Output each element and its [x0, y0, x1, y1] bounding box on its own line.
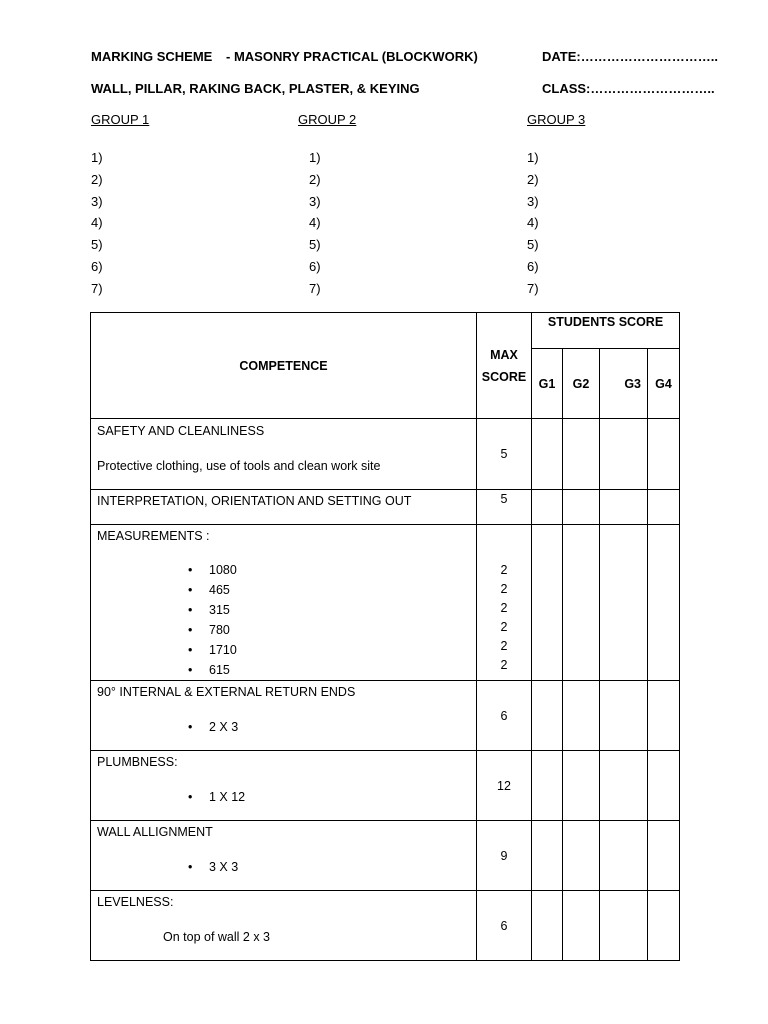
max-score: 5 [477, 490, 532, 525]
list-item: 7) [91, 280, 103, 296]
competence-title: INTERPRETATION, ORIENTATION AND SETTING OUT [97, 494, 412, 508]
list-item: 7) [527, 280, 539, 296]
competence-bullets [97, 857, 470, 877]
list-item: • 1 X 12 [209, 787, 470, 807]
max-score: 12 [477, 751, 532, 821]
competence-bullets [97, 717, 470, 737]
list-item: 6) [309, 258, 321, 274]
list-item: 6) [527, 258, 539, 274]
score-cell-g1[interactable] [532, 821, 563, 891]
table-row [91, 525, 680, 681]
g1-header: G1 [532, 349, 563, 419]
max-score: 9 [477, 821, 532, 891]
score-cell-g1[interactable] [532, 751, 563, 821]
score-cell-g2[interactable] [563, 891, 600, 961]
competence-title: WALL ALLIGNMENT [97, 825, 213, 839]
list-item: 1) [91, 150, 103, 165]
students-score-header: STUDENTS SCORE [532, 313, 680, 349]
competence-title: LEVELNESS: [97, 895, 174, 909]
score-cell-g2[interactable] [563, 751, 600, 821]
score-cell-g3[interactable] [600, 681, 648, 751]
score-cell-g1[interactable] [532, 419, 563, 490]
list-item: 5) [91, 237, 103, 253]
max-score: 2 [500, 658, 508, 672]
list-item: • 1710 [209, 640, 470, 660]
score-cell-g1[interactable] [532, 490, 563, 525]
list-item: 3) [91, 193, 103, 209]
max-score: 2 [500, 563, 508, 577]
g4-header: G4 [648, 349, 680, 419]
max-header-line-2: SCORE [481, 369, 527, 384]
list-item: 2) [527, 171, 539, 187]
list-item: 7) [309, 280, 321, 296]
score-cell-g3[interactable] [600, 525, 648, 681]
competence-description: On top of wall 2 x 3 [163, 930, 271, 944]
max-score-list [477, 525, 532, 681]
list-item: 1) [527, 150, 539, 165]
date-field: DATE:………………………….. [542, 49, 718, 64]
list-item: 2) [309, 171, 321, 187]
score-cell-g2[interactable] [563, 490, 600, 525]
score-cell-g1[interactable] [532, 891, 563, 961]
table-row [91, 419, 680, 490]
list-item: • 3 X 3 [209, 857, 470, 877]
score-cell-g3[interactable] [600, 751, 648, 821]
measurement-list [97, 560, 470, 680]
g2-header: G2 [563, 349, 600, 419]
class-field: CLASS:……………………….. [542, 81, 715, 96]
score-cell-g3[interactable] [600, 490, 648, 525]
group-3-title: GROUP 3 [527, 112, 586, 127]
competence-title: PLUMBNESS: [97, 755, 178, 769]
group-1-title: GROUP 1 [91, 112, 150, 127]
list-item: 3) [527, 193, 539, 209]
score-cell-g4[interactable] [648, 525, 680, 681]
document-topics: WALL, PILLAR, RAKING BACK, PLASTER, & KEYING [91, 81, 420, 96]
table-row [91, 681, 680, 751]
score-cell-g4[interactable] [648, 821, 680, 891]
g3-header: G3 [600, 349, 648, 419]
list-item: 4) [527, 215, 539, 231]
score-cell-g1[interactable] [532, 681, 563, 751]
max-score: 6 [477, 681, 532, 751]
group-2-list [309, 147, 321, 300]
competence-title: 90° INTERNAL & EXTERNAL RETURN ENDS [97, 685, 356, 699]
score-cell-g3[interactable] [600, 821, 648, 891]
score-cell-g2[interactable] [563, 525, 600, 681]
score-cell-g4[interactable] [648, 419, 680, 490]
max-score: 2 [500, 601, 508, 615]
table-row [91, 490, 680, 525]
group-2-title: GROUP 2 [298, 112, 357, 127]
list-item: • 315 [209, 600, 470, 620]
score-cell-g4[interactable] [648, 751, 680, 821]
score-cell-g2[interactable] [563, 821, 600, 891]
competence-title: SAFETY AND CLEANLINESS [97, 424, 265, 438]
group-3-list [527, 147, 539, 300]
max-score-header [477, 313, 532, 419]
list-item: 3) [309, 193, 321, 209]
score-cell-g2[interactable] [563, 419, 600, 490]
document-title: MARKING SCHEME [91, 49, 213, 64]
list-item: • 1080 [209, 560, 470, 580]
list-item: • 2 X 3 [209, 717, 470, 737]
list-item: 5) [309, 237, 321, 253]
score-cell-g3[interactable] [600, 891, 648, 961]
score-cell-g4[interactable] [648, 490, 680, 525]
max-score: 5 [477, 419, 532, 490]
score-cell-g4[interactable] [648, 891, 680, 961]
score-cell-g4[interactable] [648, 681, 680, 751]
list-item: 5) [527, 237, 539, 253]
competence-title: MEASUREMENTS : [97, 529, 210, 543]
max-score: 2 [500, 620, 508, 634]
score-cell-g3[interactable] [600, 419, 648, 490]
list-item: • 615 [209, 660, 470, 680]
max-score: 6 [477, 891, 532, 961]
max-score: 2 [500, 582, 508, 596]
table-row [91, 751, 680, 821]
competence-bullets [97, 787, 470, 807]
list-item: 4) [309, 215, 321, 231]
score-cell-g1[interactable] [532, 525, 563, 681]
list-item: • 465 [209, 580, 470, 600]
max-header-line-1: MAX [490, 347, 518, 362]
marking-table [90, 312, 680, 961]
list-item: 4) [91, 215, 103, 231]
competence-description: Protective clothing, use of tools and clean work site [97, 459, 381, 473]
list-item: 1) [309, 150, 321, 165]
score-cell-g2[interactable] [563, 681, 600, 751]
competence-header: COMPETENCE [91, 313, 477, 419]
table-row [91, 891, 680, 961]
max-score: 2 [500, 639, 508, 653]
group-1-list [91, 147, 103, 300]
list-item: 6) [91, 258, 103, 274]
list-item: 2) [91, 171, 103, 187]
document-subtitle: - MASONRY PRACTICAL (BLOCKWORK) [226, 49, 478, 64]
list-item: • 780 [209, 620, 470, 640]
table-row [91, 821, 680, 891]
